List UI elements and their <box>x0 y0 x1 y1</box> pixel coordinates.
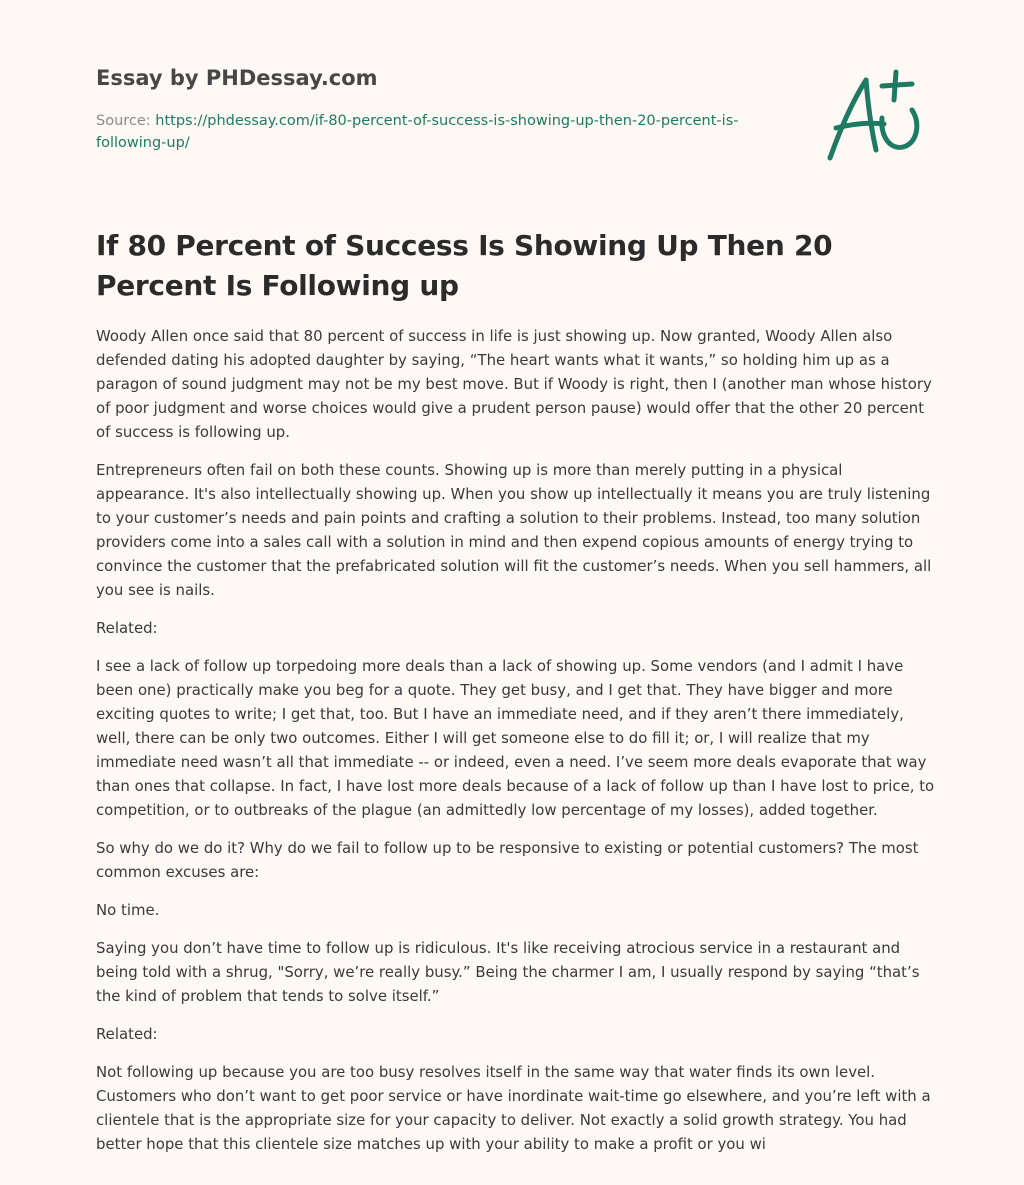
site-title: Essay by PHDessay.com <box>96 66 378 90</box>
related-label: Related: <box>96 619 158 637</box>
paragraph: Not following up because you are too busy resolves itself in the same way that water finds its own level. Customers who don’t want to get poor service or have inordinate wait-time go elsewhere, and you’re left with a clientele that is the appropriate size for your capacity to deliver. Not exactly a solid growth strategy. You had better hope that this clientele size matches up with your ability to make a profit or you wi <box>96 1063 931 1153</box>
a-plus-logo-icon <box>822 66 926 166</box>
paragraph: Entrepreneurs often fail on both these counts. Showing up is more than merely putting in a physical appearance. It's also intellectually showing up. When you show up intellectually it means you are truly listening to your customer’s needs and pain points and crafting a solution to their problems. Instead, too many solution providers come into a sales call with a solution in mind and then expend copious amounts of energy trying to convince the customer that the prefabricated solution will fit the customer’s needs. When you sell hammers, all you see is nails. <box>96 461 932 599</box>
source-line <box>96 110 756 154</box>
paragraph: I see a lack of follow up torpedoing more deals than a lack of showing up. Some vendors (and I admit I have been one) practically make you beg for a quote. They get busy, and I get that. They have bigger and more exciting quotes to write; I get that, too. But I have an immediate need, and if they aren’t there immediately, well, there can be only two outcomes. Either I will get someone else to do fill it; or, I will realize that my immediate need wasn’t all that immediate -- or indeed, even a need. I’ve seem more deals evaporate that way than ones that collapse. In fact, I have lost more deals because of a lack of follow up than I have lost to price, to competition, or to outbreaks of the plague (an admittedly low percentage of my losses), added together. <box>96 657 935 819</box>
paragraph: Saying you don’t have time to follow up is ridiculous. It's like receiving atrocious service in a restaurant and being told with a shrug, "Sorry, we’re really busy.” Being the charmer I am, I usually respond by saying “that’s the kind of problem that tends to solve itself.” <box>96 939 920 1005</box>
paragraph: Woody Allen once said that 80 percent of success in life is just showing up. Now granted, Woody Allen also defended dating his adopted daughter by saying, “The heart wants what it wants,” so holding him up as a paragon of sound judgment may not be my best move. But if Woody is right, then I (another man whose history of poor judgment and worse choices would give a prudent person pause) would offer that the other 20 percent of success is following up. <box>96 327 932 441</box>
paragraph: No time. <box>96 901 160 919</box>
article-title: If 80 Percent of Success Is Showing Up Then 20 Percent Is Following up <box>96 229 833 302</box>
page-header <box>96 64 776 154</box>
source-link[interactable]: https://phdessay.com/if-80-percent-of-success-is-showing-up-then-20-percent-is-following-up/ <box>96 113 739 151</box>
related-label: Related: <box>96 1025 158 1043</box>
article-body <box>96 324 936 1170</box>
paragraph: So why do we do it? Why do we fail to follow up to be responsive to existing or potential customers? The most common excuses are: <box>96 839 919 881</box>
source-label: Source: <box>96 113 151 129</box>
